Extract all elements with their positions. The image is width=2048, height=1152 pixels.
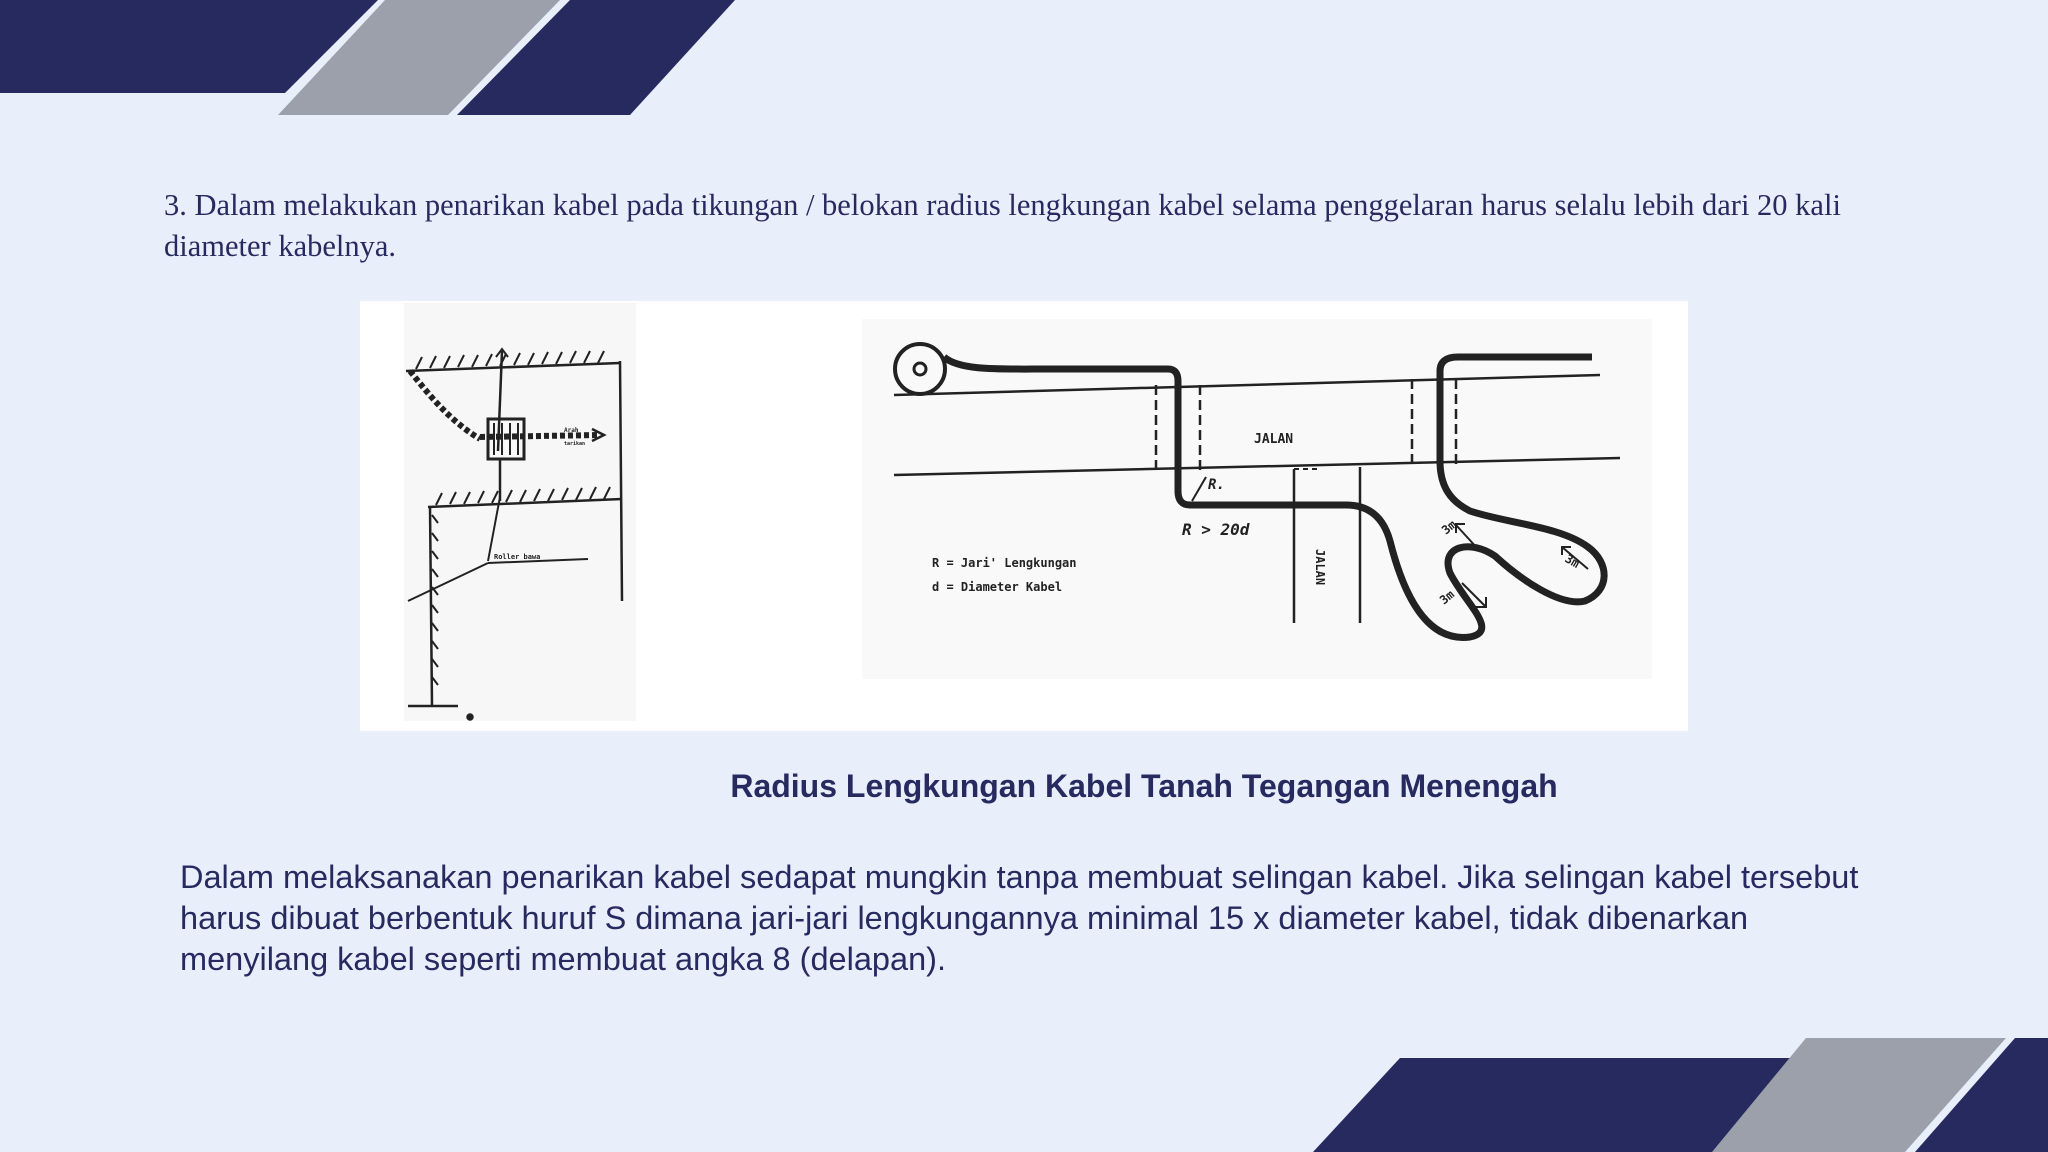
label-arah: Arah: [564, 427, 579, 434]
legend-diameter: d = Diameter Kabel: [932, 580, 1063, 594]
label-jalan-vertical: JALAN: [1313, 549, 1327, 586]
label-radius: R.: [1208, 477, 1225, 493]
label-tarikan: tarikan: [564, 441, 586, 447]
top-left-navy-stripe: [457, 0, 735, 115]
loop-label-2: 3m: [1436, 587, 1458, 608]
label-jalan-horizontal: JALAN: [1254, 432, 1294, 447]
cable-radius-figure: [360, 301, 1688, 731]
label-radius-rule: R > 20d: [1182, 520, 1250, 539]
legend-radius: R = Jari' Lengkungan: [932, 556, 1077, 570]
bottom-right-gray-band: [1712, 1038, 2006, 1152]
figure-caption: Radius Lengkungan Kabel Tanah Tegangan Menengah: [730, 768, 1558, 804]
top-left-navy-band: [0, 0, 378, 93]
body-paragraph: Dalam melaksanakan penarikan kabel sedapat mungkin tanpa membuat selingan kabel. Jika selingan kabel tersebut harus dibuat berbentuk huruf S dimana jari-jari lengkungannya minimal 15 x diameter kabel, tidak dibenarkan menyilang kabel seperti membuat angka 8 (delapan).: [180, 859, 1859, 977]
intro-paragraph: 3. Dalam melakukan penarikan kabel pada tikungan / belokan radius lengkungan kabel selama penggelaran harus selalu lebih dari 20 kali diameter kabelnya.: [164, 188, 1841, 263]
loop-label-1: 3m: [1438, 517, 1460, 538]
bottom-right-navy-band: [1313, 1058, 1810, 1152]
loop-label-3: 3m: [1562, 551, 1583, 571]
cable-diagrams: [360, 301, 1688, 731]
right-sketch-paper: [862, 319, 1652, 679]
label-roller: Roller bawa: [494, 553, 541, 561]
bottom-right-navy-corner: [1915, 1038, 2048, 1152]
top-left-gray-band: [278, 0, 560, 115]
